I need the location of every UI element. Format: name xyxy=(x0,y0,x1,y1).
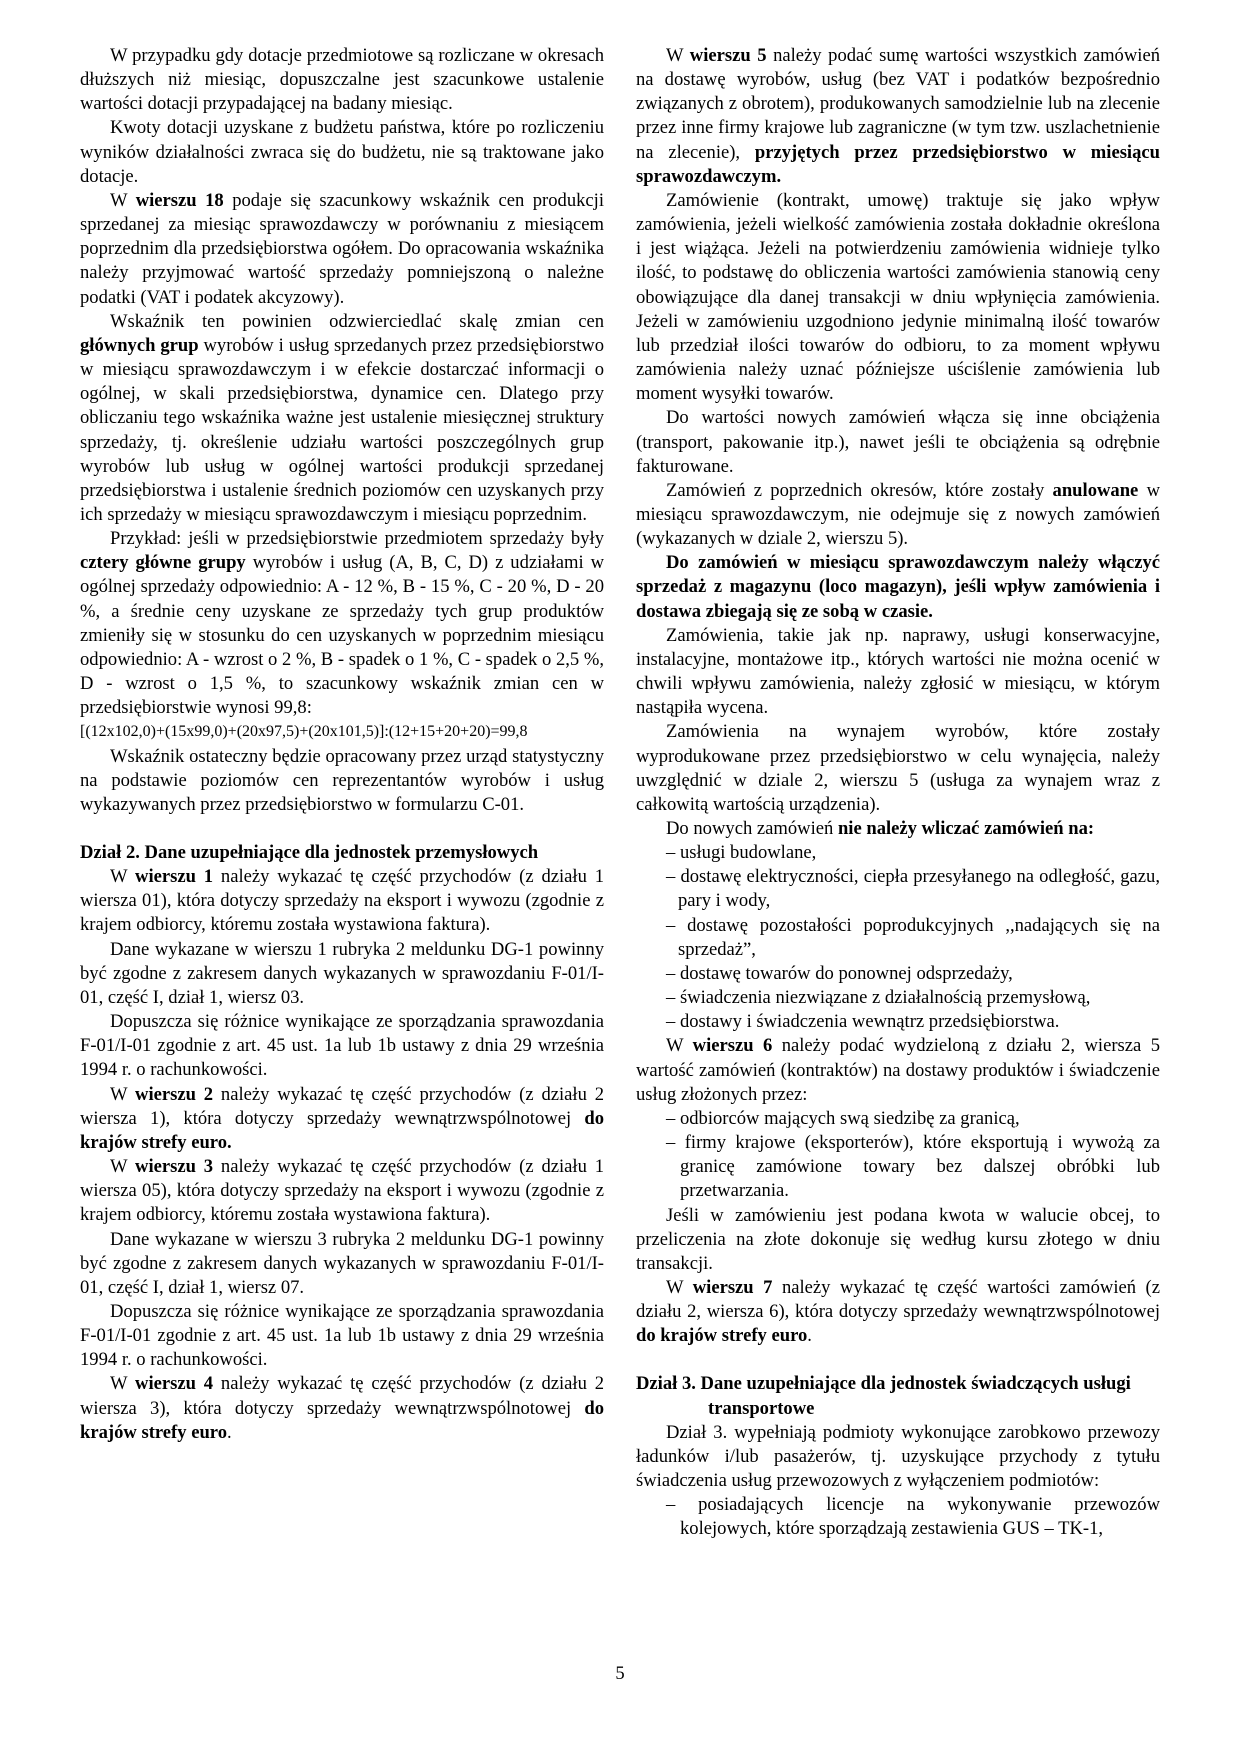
right-column xyxy=(636,44,1160,1542)
orderer-list xyxy=(636,1107,1160,1204)
list-item: – odbiorców mających swą siedzibę za granicą, xyxy=(666,1107,1160,1131)
list-item: – dostawę towarów do ponownej odsprzedaży, xyxy=(666,962,1160,986)
list-item: – dostawy i świadczenia wewnątrz przedsiębiorstwa. xyxy=(666,1010,1160,1034)
paragraph: Zamówień z poprzednich okresów, które zostały anulowane w miesiącu sprawozdawczym, nie odejmuje się z nowych zamówień (wykazanych w dziale 2, wierszu 5). xyxy=(636,479,1161,550)
paragraph: Do nowych zamówień nie należy wliczać zamówień na: xyxy=(666,818,1095,839)
exclusion-list xyxy=(636,841,1160,1034)
paragraph: Do wartości nowych zamówień włącza się inne obciążenia (transport, pakowanie itp.), nawet jeśli te obciążenia są odrębnie fakturowane. xyxy=(636,407,1160,477)
paragraph: Dopuszcza się różnice wynikające ze sporządzania sprawozdania F-01/I-01 zgodnie z art. 45 ust. 1a lub 1b ustawy z dnia 29 września 1994 r. o rachunkowości. xyxy=(80,1300,604,1371)
paragraph: Dane wykazane w wierszu 1 rubryka 2 meldunku DG-1 powinny być zgodne z zakresem danych wykazanych w sprawozdaniu F-01/I-01, część I, dział 1, wiersz 03. xyxy=(80,938,604,1008)
paragraph: Zamówienia, takie jak np. naprawy, usługi konserwacyjne, instalacyjne, montażowe itp., których wartości nie można ocenić w chwili wpływu zamówienia, należy zgłosić w miesiącu, w którym nastąpiła wycena. xyxy=(636,624,1160,719)
paragraph: Dział 3. wypełniają podmioty wykonujące zarobkowo przewozy ładunków i/lub pasażerów, tj. uzyskujące przychody z tytułu świadczenia usług przewozowych z wyłączeniem podmiotów: xyxy=(636,1421,1160,1492)
list-item: – dostawę pozostałości poprodukcyjnych ,,nadających się na sprzedaż”, xyxy=(666,914,1160,962)
paragraph: W wierszu 18 podaje się szacunkowy wskaźnik cen produkcji sprzedanej za miesiąc sprawozdawczy w porównaniu z miesiącem poprzednim dla przedsiębiorstwa ogółem. Do opracowania wskaźnika należy przyjmować wartość sprzedaży pomniejszoną o należne podatki (VAT i podatek akcyzowy). xyxy=(80,189,605,308)
paragraph: W przypadku gdy dotacje przedmiotowe są rozliczane w okresach dłuższych niż miesiąc, dopuszczalne jest szacunkowe ustalenie wartości dotacji przypadającej na badany miesiąc. xyxy=(80,45,604,115)
paragraph: Zamówienie (kontrakt, umowę) traktuje się jako wpływ zamówienia, jeżeli wielkość zamówienia została dokładnie określona i jest wiążąca. Jeżeli na potwierdzeniu zamówienia widnieje tylko ilość, to podstawę do obliczenia wartości zamówienia stanowią ceny obowiązujące dla danej transakcji w dniu wpłynięcia zamówienia. Jeżeli w zamówieniu uzgodniono jedynie minimalną ilość towarów lub przedział ilości towarów do odbioru, to za moment wpływu zamówienia należy uznać późniejsze uściślenie zamówienia lub moment wysyłki towarów. xyxy=(636,189,1160,405)
paragraph: W wierszu 5 należy podać sumę wartości wszystkich zamówień na dostawę wyrobów, usług (bez VAT i podatków bezpośrednio związanych z obrotem), produkowanych samodzielnie lub na zlecenie przez inne firmy krajowe lub zagraniczne (w tym tzw. uszlachetnienie na zlecenie), przyjętych przez przedsiębiorstwo w miesiącu sprawozdawczym. xyxy=(636,45,1160,187)
paragraph: W wierszu 2 należy wykazać tę część przychodów (z działu 2 wiersza 1), która dotyczy sprzedaży wewnątrzwspólnotowej do krajów strefy euro. xyxy=(80,1083,605,1153)
list-item: – usługi budowlane, xyxy=(666,841,1160,865)
paragraph: Dopuszcza się różnice wynikające ze sporządzania sprawozdania F-01/I-01 zgodnie z art. 45 ust. 1a lub 1b ustawy z dnia 29 września 1994 r. o rachunkowości. xyxy=(80,1011,604,1081)
list-item: – posiadających licencje na wykonywanie przewozów kolejowych, które sporządzają zestawienia GUS – TK-1, xyxy=(666,1493,1160,1541)
paragraph: W wierszu 6 należy podać wydzieloną z działu 2, wiersza 5 wartość zamówień (kontraktów) na dostawy produktów i świadczenie usług złożonych przez: xyxy=(636,1035,1160,1105)
formula: [(12x102,0)+(15x99,0)+(20x97,5)+(20x101,5)]:(12+15+20+20)=99,8 xyxy=(80,723,528,741)
paragraph: W wierszu 3 należy wykazać tę część przychodów (z działu 1 wiersza 05), która dotyczy sprzedaży na eksport i wywozu (zgodnie z krajem odbiorcy, któremu została wystawiona faktura). xyxy=(80,1156,605,1226)
paragraph: W wierszu 4 należy wykazać tę część przychodów (z działu 2 wiersza 3), która dotyczy sprzedaży wewnątrzwspólnotowej do krajów strefy euro. xyxy=(80,1373,605,1443)
section-heading-dzial-2: Dział 2. Dane uzupełniające dla jednostek przemysłowych xyxy=(80,842,539,863)
paragraph: W wierszu 1 należy wykazać tę część przychodów (z działu 1 wiersza 01), która dotyczy sprzedaży na eksport i wywozu (zgodnie z krajem odbiorcy, któremu została wystawiona faktura). xyxy=(80,866,605,936)
section-heading-dzial-3: Dział 3. Dane uzupełniające dla jednostek świadczących usługi transportowe xyxy=(636,1373,1131,1419)
list-item: – firmy krajowe (eksporterów), które eksportują i wywożą za granicę zamówione towary bez dalszej obróbki lub przetwarzania. xyxy=(666,1131,1160,1203)
paragraph: Wskaźnik ostateczny będzie opracowany przez urząd statystyczny na podstawie poziomów cen reprezentantów wyrobów i usług wykazywanych przez przedsiębiorstwo w formularzu C-01. xyxy=(80,745,604,815)
page-number: 5 xyxy=(615,1663,625,1684)
paragraph: Dane wykazane w wierszu 3 rubryka 2 meldunku DG-1 powinny być zgodne z zakresem danych wykazanych w sprawozdaniu F-01/I-01, część I, dział 1, wiersz 07. xyxy=(80,1228,604,1298)
paragraph: Do zamówień w miesiącu sprawozdawczym należy włączyć sprzedaż z magazynu (loco magazyn), jeśli wpływ zamówienia i dostawa zbiegają się ze sobą w czasie. xyxy=(636,552,1160,622)
paragraph: W wierszu 7 należy wykazać tę część wartości zamówień (z działu 2, wiersza 6), która dotyczy sprzedaży wewnątrzwspólnotowej do krajów strefy euro. xyxy=(636,1276,1160,1347)
paragraph: Zamówienia na wynajem wyrobów, które zostały wyprodukowane przez przedsiębiorstwo w celu wynajęcia, należy uwzględnić w dziale 2, wierszu 5 (usługa za wynajem wraz z całkowitą wartością urządzenia). xyxy=(636,721,1160,815)
list-item: – świadczenia niezwiązane z działalnością przemysłową, xyxy=(666,986,1160,1010)
paragraph: Wskaźnik ten powinien odzwierciedlać skalę zmian cen głównych grup wyrobów i usług sprzedanych przez przedsiębiorstwo w miesiącu sprawozdawczym i w efekcie dostarczać informacji o ogólnej, w skali przedsiębiorstwa, dynamice cen. Dlatego przy obliczaniu tego wskaźnika ważne jest ustalenie miesięcznej struktury sprzedaży, tj. określenie udziału wartości poszczególnych grup wyrobów lub usług w ogólnej wartości produkcji sprzedanej przedsiębiorstwa i ustalenie średnich poziomów cen uzyskanych przy ich sprzedaży w miesiącu sprawozdawczym i miesiącu poprzednim. xyxy=(80,310,604,525)
paragraph: Przykład: jeśli w przedsiębiorstwie przedmiotem sprzedaży były cztery główne grupy wyrobów i usług (A, B, C, D) z udziałami w ogólnej sprzedaży odpowiednio: A - 12 %, B - 15 %, C - 20 %, D - 20 %, a średnie ceny uzyskane ze sprzedaży tych grup produktów zmieniły się w stosunku do cen uzyskanych w poprzednim miesiącu odpowiednio: A - wzrost o 2 %, B - spadek o 1 %, C - spadek o 2,5 %, D - wzrost o 1,5 %, to szacunkowy wskaźnik zmian cen w przedsiębiorstwie wynosi 99,8: xyxy=(80,528,604,719)
paragraph: Jeśli w zamówieniu jest podana kwota w walucie obcej, to przeliczenia na złote dokonuje się według kursu złotego w dniu transakcji. xyxy=(636,1204,1160,1274)
exemption-list xyxy=(636,1493,1160,1541)
list-item: – dostawę elektryczności, ciepła przesyłanego na odległość, gazu, pary i wody, xyxy=(666,865,1160,913)
left-column xyxy=(80,44,604,1445)
paragraph: Kwoty dotacji uzyskane z budżetu państwa, które po rozliczeniu wyników działalności zwraca się do budżetu, nie są traktowane jako dotacje. xyxy=(80,117,604,187)
